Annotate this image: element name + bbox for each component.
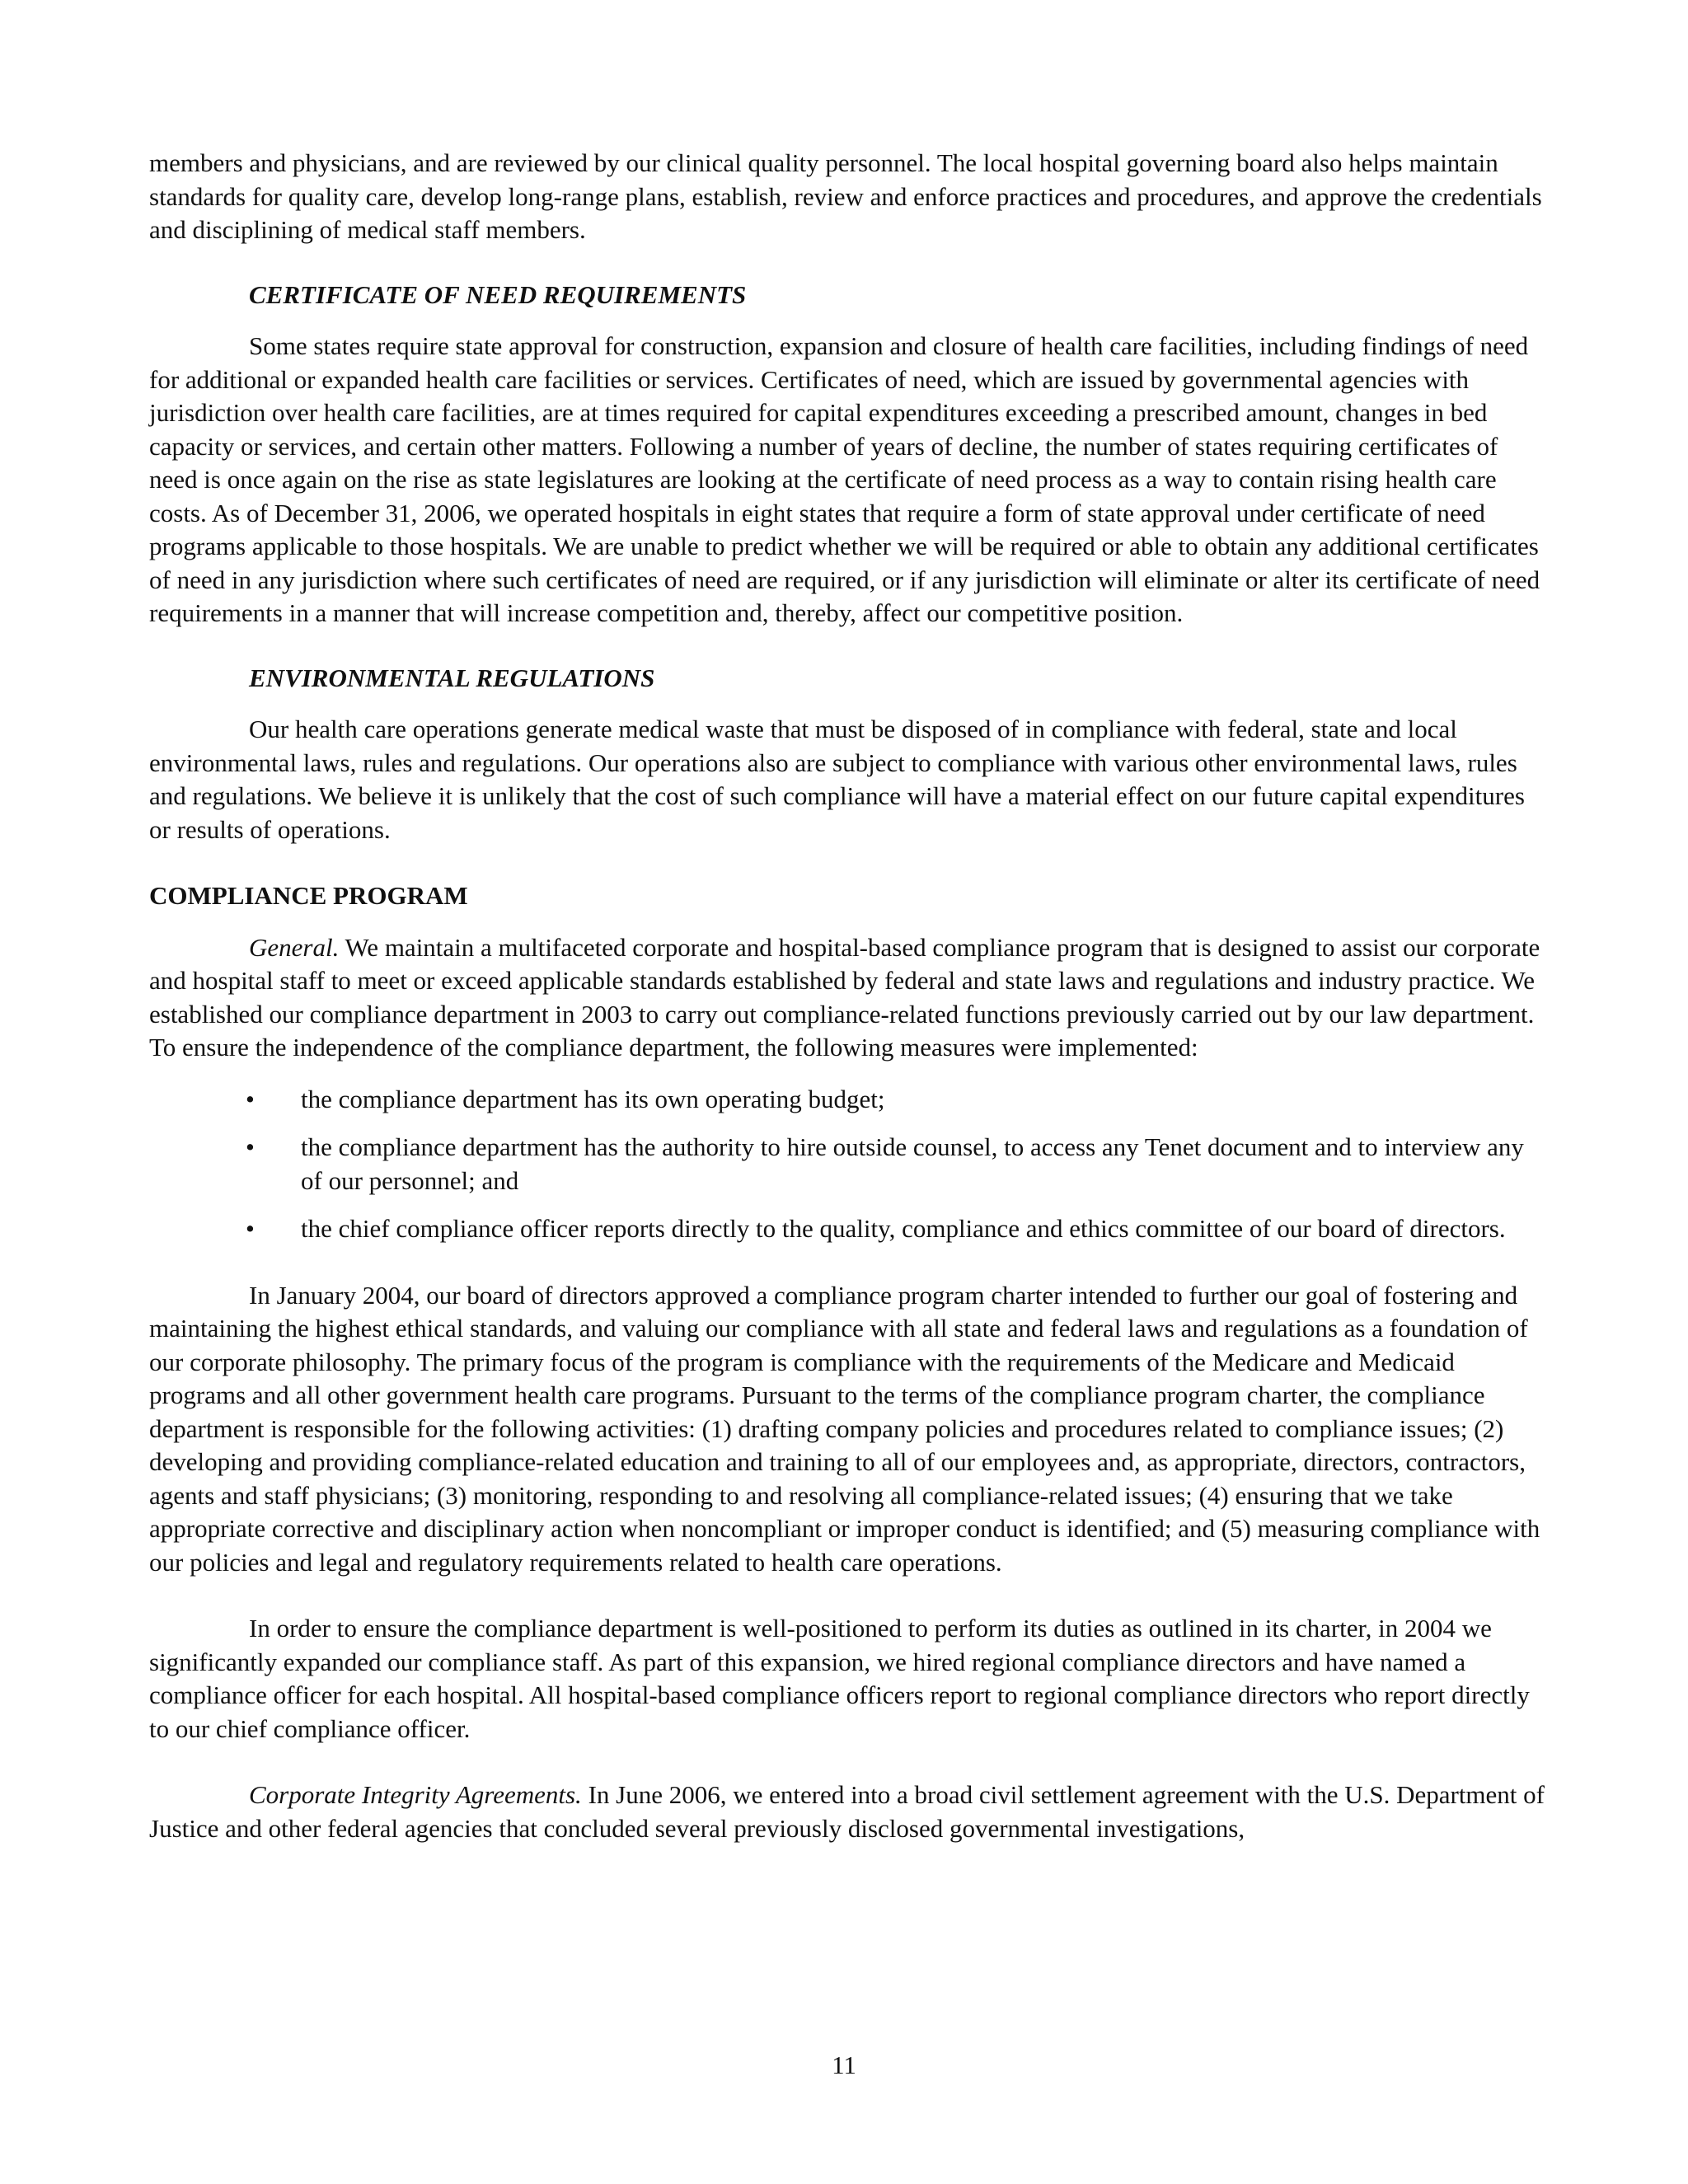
compliance-staff-paragraph: In order to ensure the compliance department is well-positioned to perform its duties as outlined in its charter, in 2004 we significantly expanded our compliance staff. As part of this expansion, we hired regional compliance directors and have named a compliance officer for each hospital. All hospital-based compliance officers report to regional compliance directors who report directly to our chief compliance officer. <box>149 1614 1530 1743</box>
corporate-integrity-body: In June 2006, we entered into a broad civil settlement agreement with the U.S. Department of Justice and other federal agencies that concluded several previously disclosed governmental investigations, <box>149 1780 1545 1843</box>
compliance-program-heading: COMPLIANCE PROGRAM <box>149 881 468 910</box>
document-page <box>149 147 1550 1845</box>
bullet-icon: • <box>246 1214 255 1243</box>
certificate-of-need-paragraph: Some states require state approval for construction, expansion and closure of health care facilities, including findings of need for additional or expanded health care facilities or services. Certificates of need, which are issued by governmental agencies with jurisdiction over health care facilities, are at times required for capital expenditures exceeding a prescribed amount, changes in bed capacity or services, and certain other matters. Following a number of years of decline, the number of states requiring certificates of need is once again on the rise as state legislatures are looking at the certificate of need process as a way to contain rising health care costs. As of December 31, 2006, we operated hospitals in eight states that require a form of state approval under certificate of need programs applicable to those hospitals. We are unable to predict whether we will be required or able to obtain any additional certificates of need in any jurisdiction where such certificates of need are required, or if any jurisdiction will eliminate or alter its certificate of need requirements in a manner that will increase competition and, thereby, affect our competitive position. <box>149 331 1540 627</box>
bullet-icon: • <box>246 1084 255 1113</box>
list-item <box>149 1083 1550 1117</box>
general-paragraph <box>149 931 1550 1065</box>
list-item-text: the compliance department has the authority to hire outside counsel, to access any Tenet document and to interview any of our personnel; and <box>301 1132 1524 1195</box>
page-number: 11 <box>832 2050 856 2079</box>
list-item-text: the compliance department has its own operating budget; <box>301 1084 885 1113</box>
list-item-text: the chief compliance officer reports directly to the quality, compliance and ethics committee of our board of directors. <box>301 1214 1506 1243</box>
corporate-integrity-paragraph <box>149 1779 1550 1845</box>
general-lead-in: General. <box>249 932 340 962</box>
intro-continuation-paragraph: members and physicians, and are reviewed by our clinical quality personnel. The local hospital governing board also helps maintain standards for quality care, develop long-range plans, establish, review and enforce practices and procedures, and approve the credentials and disciplining of medical staff members. <box>149 148 1542 244</box>
environmental-regulations-heading: ENVIRONMENTAL REGULATIONS <box>249 663 655 692</box>
corporate-integrity-lead-in: Corporate Integrity Agreements. <box>249 1780 582 1809</box>
bullet-icon: • <box>246 1132 255 1161</box>
general-body: We maintain a multifaceted corporate and hospital-based compliance program that is designed to assist our corporate and hospital staff to meet or exceed applicable standards established by federal and state laws and regulations and industry practice. We established our compliance department in 2003 to carry out compliance-related functions previously carried out by our law department. To ensure the independence of the compliance department, the following measures were implemented: <box>149 932 1540 1062</box>
list-item <box>149 1212 1550 1246</box>
list-item <box>149 1131 1550 1197</box>
compliance-charter-paragraph: In January 2004, our board of directors approved a compliance program charter intended to further our goal of fostering and maintaining the highest ethical standards, and valuing our compliance with all state and federal laws and regulations as a foundation of our corporate philosophy. The primary focus of the program is compliance with the requirements of the Medicare and Medicaid programs and all other government health care programs. Pursuant to the terms of the compliance program charter, the compliance department is responsible for the following activities: (1) drafting company policies and procedures related to compliance issues; (2) developing and providing compliance-related education and training to all of our employees and, as appropriate, directors, contractors, agents and staff physicians; (3) monitoring, responding to and resolving all compliance-related issues; (4) ensuring that we take appropriate corrective and disciplinary action when noncompliant or improper conduct is identified; and (5) measuring compliance with our policies and legal and regulatory requirements related to health care operations. <box>149 1280 1540 1577</box>
independence-measures-list <box>149 1083 1550 1246</box>
environmental-regulations-paragraph: Our health care operations generate medical waste that must be disposed of in compliance with federal, state and local environmental laws, rules and regulations. Our operations also are subject to compliance with various other environmental laws, rules and regulations. We believe it is unlikely that the cost of such compliance will have a material effect on our future capital expenditures or results of operations. <box>149 715 1525 844</box>
certificate-of-need-heading: CERTIFICATE OF NEED REQUIREMENTS <box>249 279 747 309</box>
